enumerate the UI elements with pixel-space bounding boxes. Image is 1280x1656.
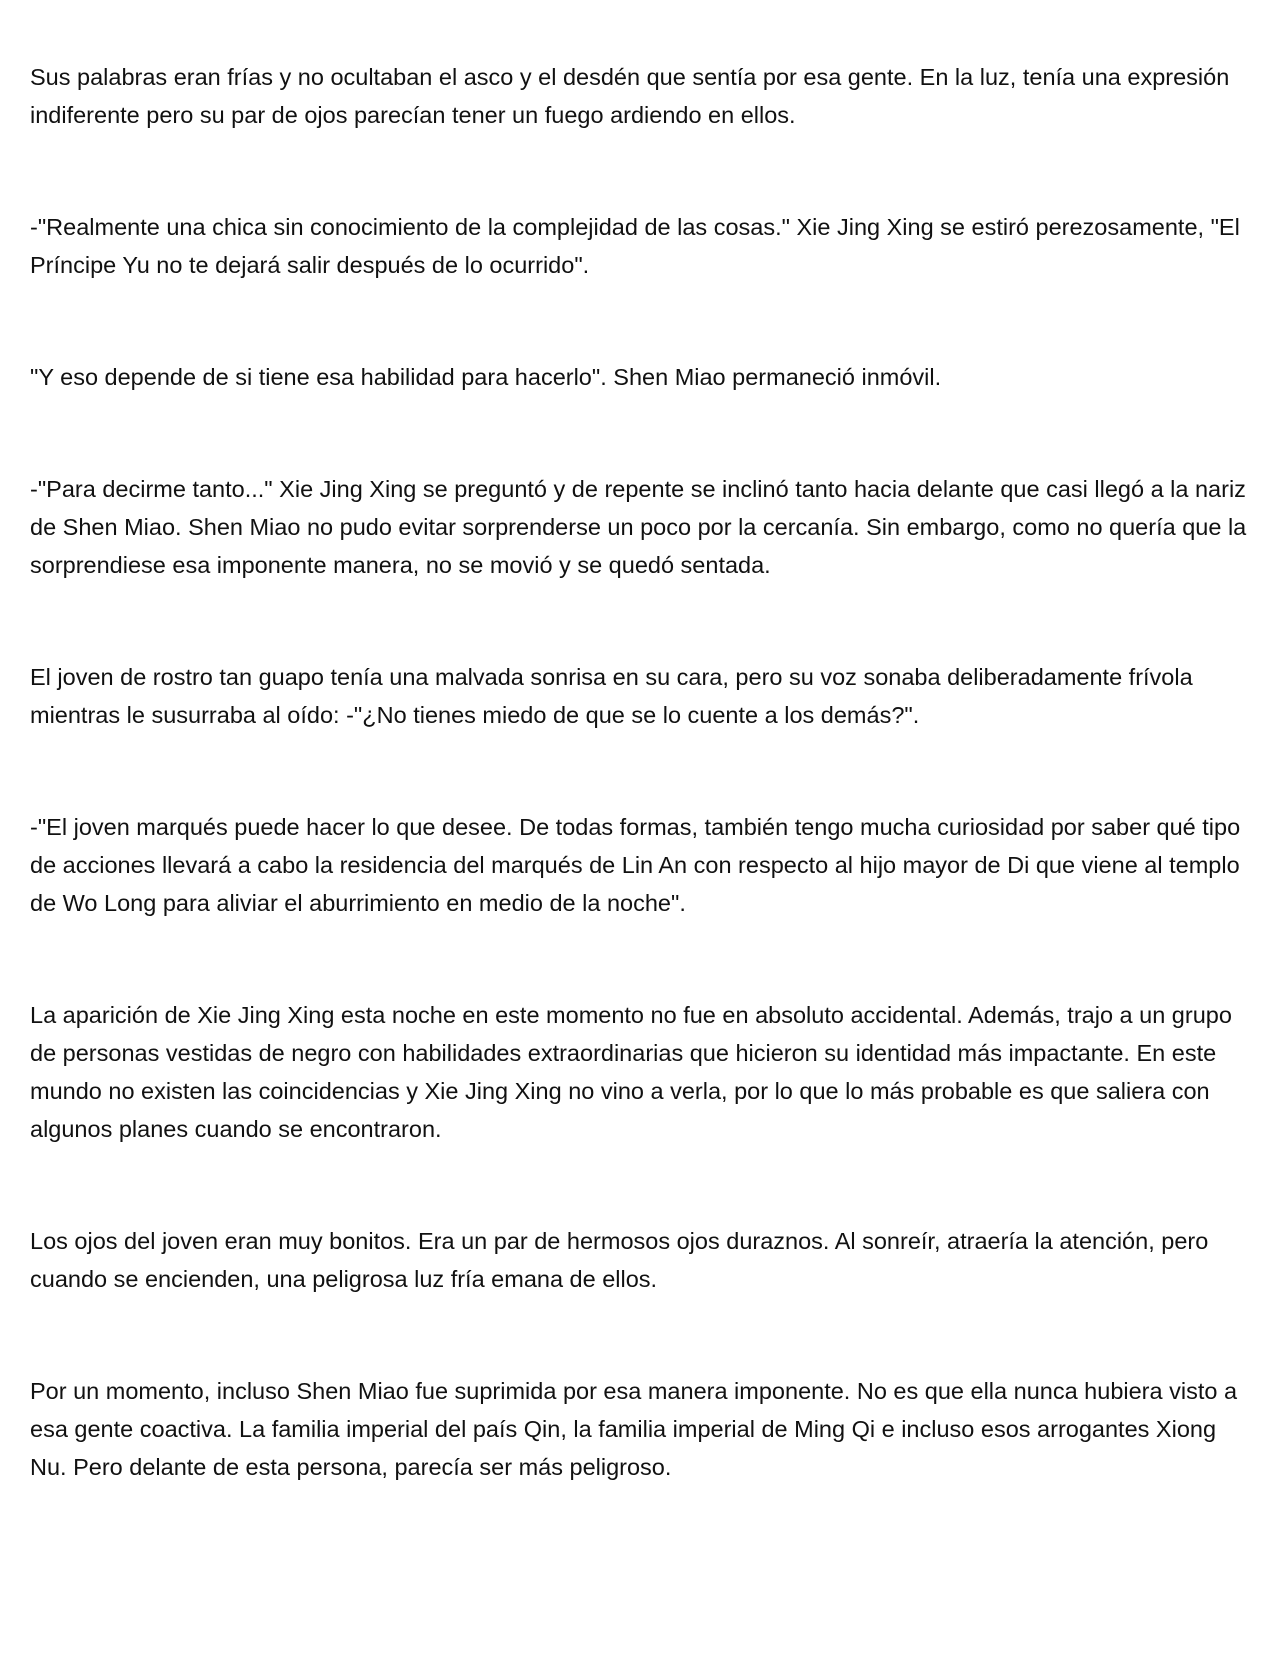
paragraph-3: "Y eso depende de si tiene esa habilidad para hacerlo". Shen Miao permaneció inmóvil. [30,364,942,390]
paragraph-6: -"El joven marqués puede hacer lo que desee. De todas formas, también tengo mucha curiosidad por saber qué tipo de acciones llevará a cabo la residencia del marqués de Lin An con respecto al hijo mayor de Di que viene al templo de Wo Long para aliviar el aburrimiento en medio de la noche". [30,814,1241,916]
paragraph-4: -"Para decirme tanto..." Xie Jing Xing se preguntó y de repente se inclinó tanto hacia delante que casi llegó a la nariz de Shen Miao. Shen Miao no pudo evitar sorprenderse un poco por la cercanía. Sin embargo, como no quería que la sorprendiese esa imponente manera, no se movió y se quedó sentada. [30,476,1247,578]
paragraph-8: Los ojos del joven eran muy bonitos. Era un par de hermosos ojos duraznos. Al sonreír, atraería la atención, pero cuando se encienden, una peligrosa luz fría emana de ellos. [30,1228,1209,1292]
document-body [30,58,1250,1560]
paragraph-5: El joven de rostro tan guapo tenía una malvada sonrisa en su cara, pero su voz sonaba deliberadamente frívola mientras le susurraba al oído: -"¿No tienes miedo de que se lo cuente a los demás?". [30,664,1193,728]
paragraph-2: -"Realmente una chica sin conocimiento de la complejidad de las cosas." Xie Jing Xing se estiró perezosamente, "El Príncipe Yu no te dejará salir después de lo ocurrido". [30,214,1240,278]
paragraph-9: Por un momento, incluso Shen Miao fue suprimida por esa manera imponente. No es que ella nunca hubiera visto a esa gente coactiva. La familia imperial del país Qin, la familia imperial de Ming Qi e incluso esos arrogantes Xiong Nu. Pero delante de esta persona, parecía ser más peligroso. [30,1378,1238,1480]
paragraph-1: Sus palabras eran frías y no ocultaban el asco y el desdén que sentía por esa gente. En la luz, tenía una expresión indiferente pero su par de ojos parecían tener un fuego ardiendo en ellos. [30,64,1230,128]
paragraph-7: La aparición de Xie Jing Xing esta noche en este momento no fue en absoluto accidental. Además, trajo a un grupo de personas vestidas de negro con habilidades extraordinarias que hicieron su identidad más impactante. En este mundo no existen las coincidencias y Xie Jing Xing no vino a verla, por lo que lo más probable es que saliera con algunos planes cuando se encontraron. [30,1002,1232,1142]
